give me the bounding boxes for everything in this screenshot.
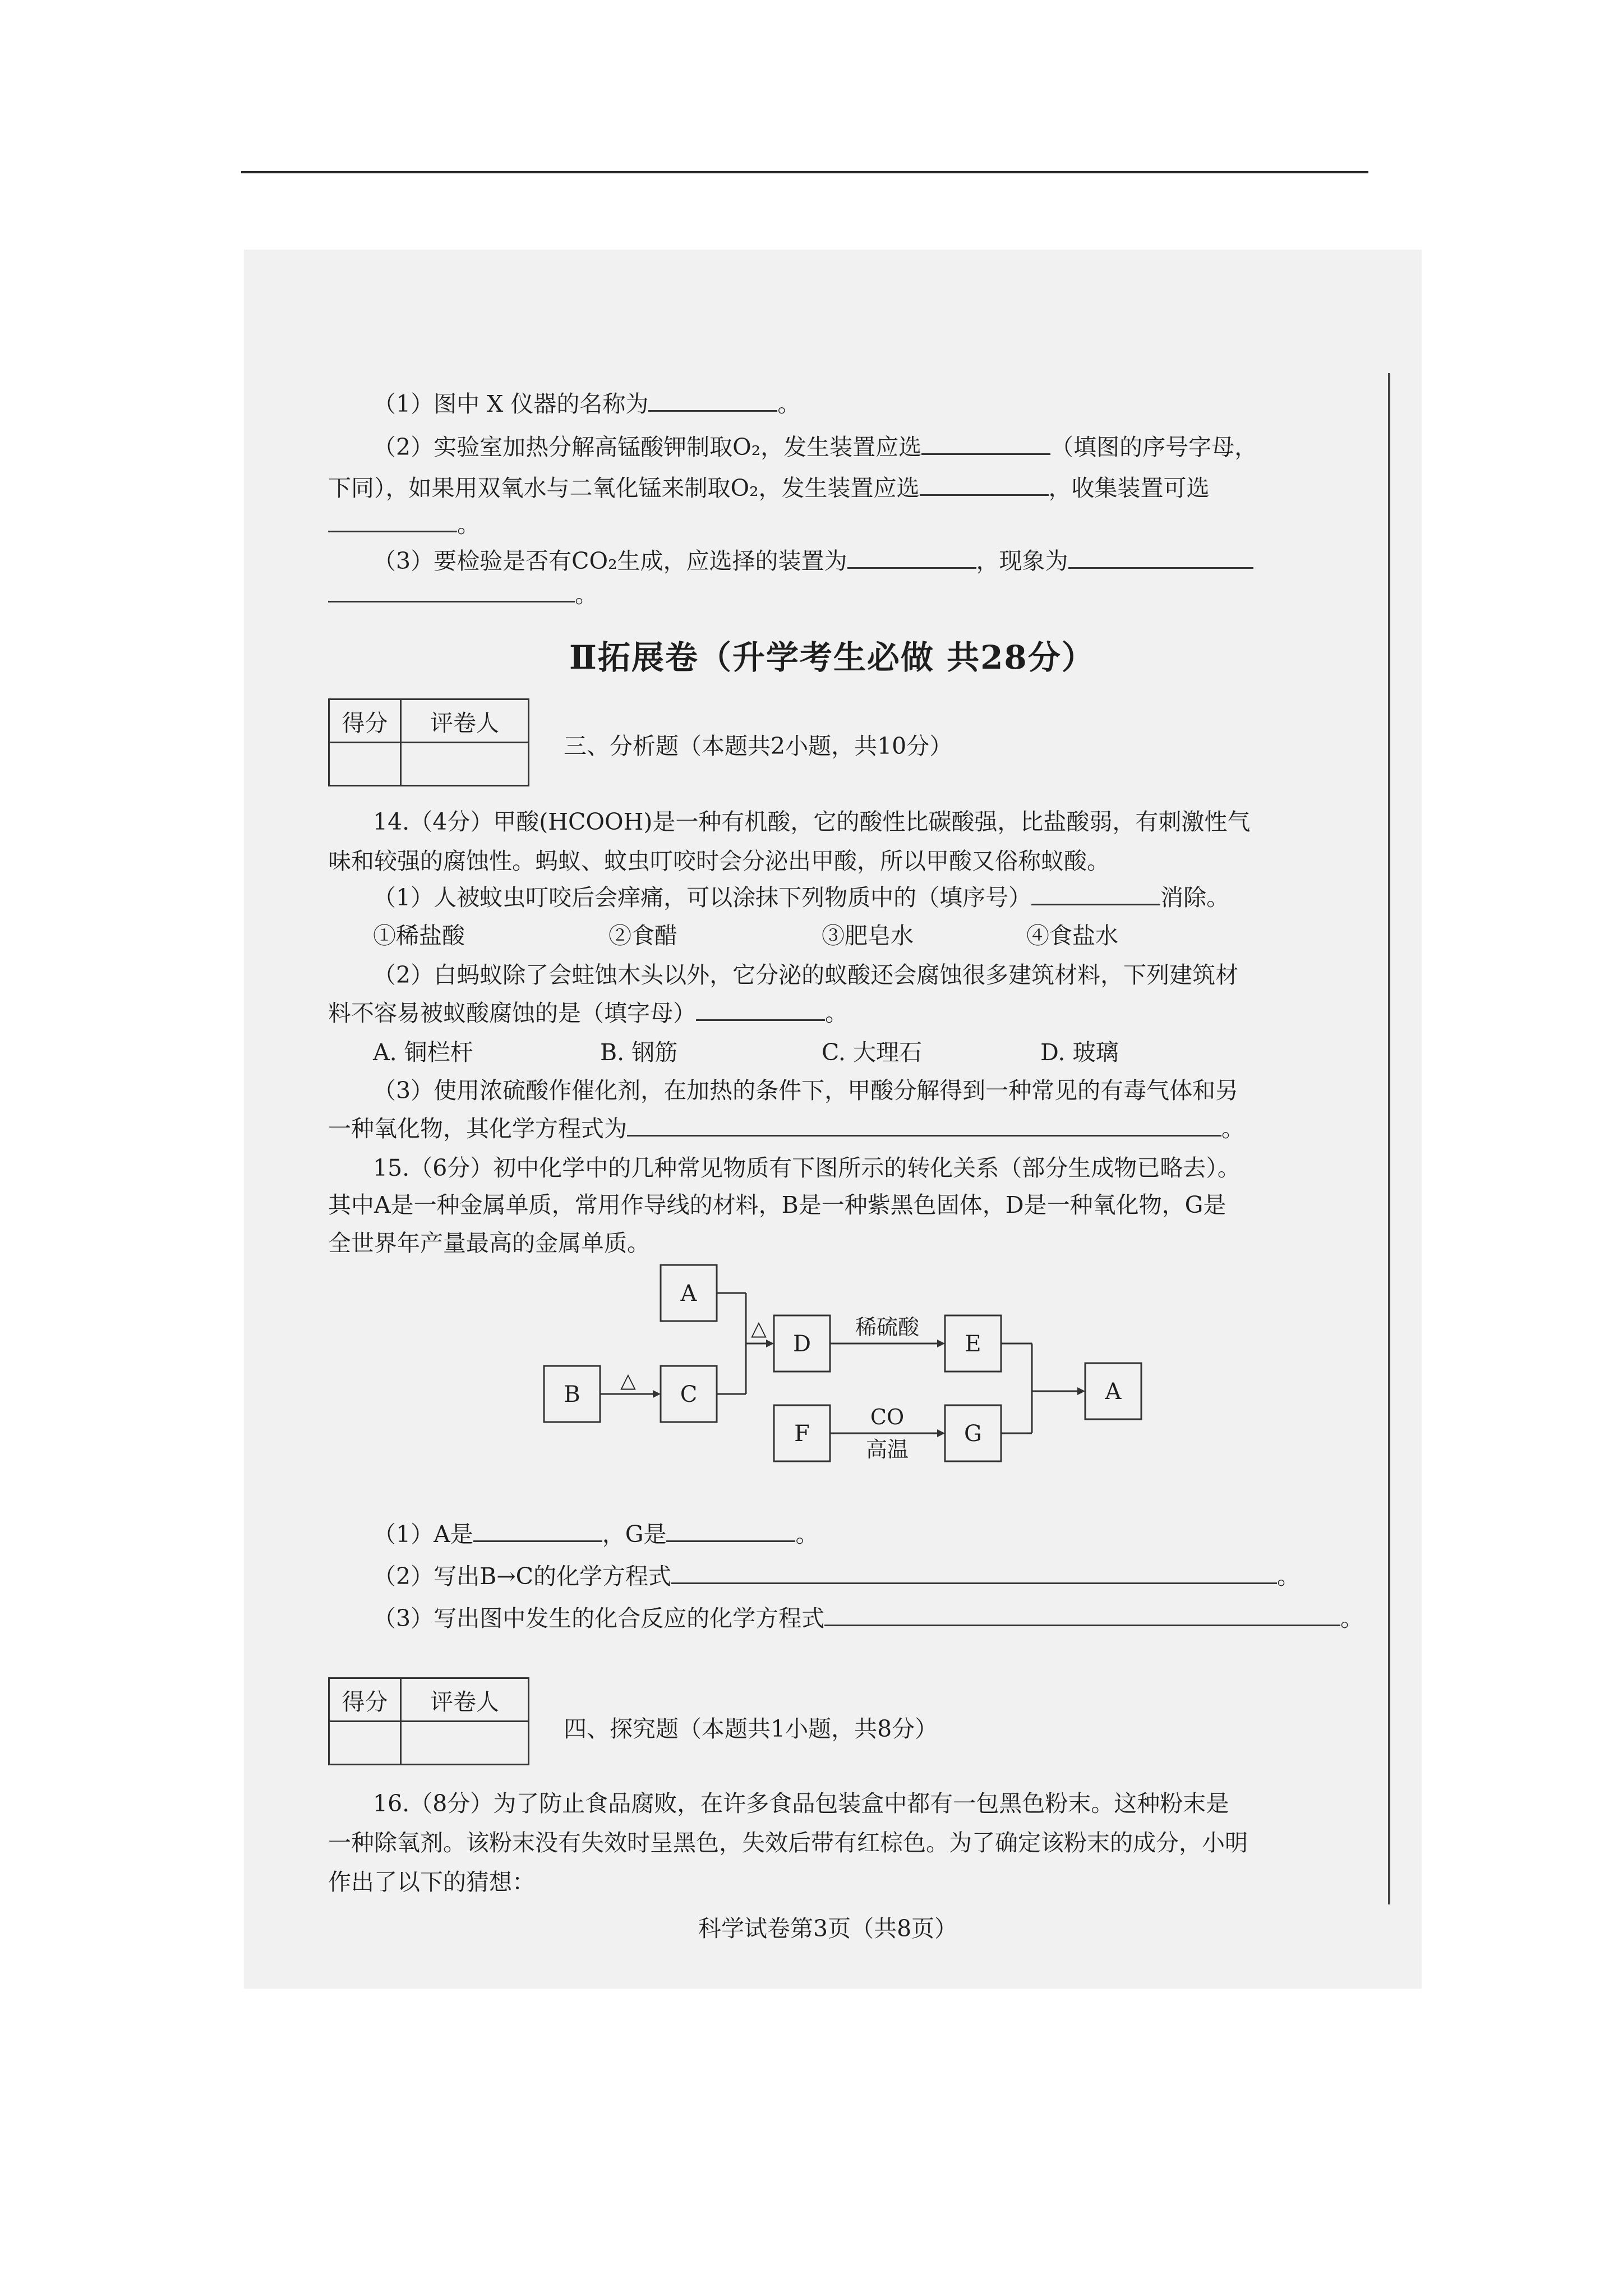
node-a-top-label: A — [680, 1281, 697, 1306]
q14-option-4: ④食盐水 — [1026, 922, 1118, 949]
q15-sub2: （2）写出B→C的化学方程式 。 — [373, 1559, 1300, 1593]
q13-part3a: （3）要检验是否有CO₂生成，应选择的装置为 ，现象为 — [373, 544, 1253, 578]
q14-choice-d: D. 玻璃 — [1040, 1039, 1119, 1066]
node-c-label: C — [680, 1382, 698, 1407]
node-g-label: G — [964, 1421, 982, 1447]
q15-line1: 15.（6分）初中化学中的几种常见物质有下图所示的转化关系（部分生成物已略去）。 — [373, 1154, 1241, 1181]
answer-blank[interactable] — [921, 431, 1050, 455]
score-label: 得分 — [329, 1678, 401, 1722]
arrowhead — [1077, 1387, 1085, 1395]
heat-symbol: △ — [751, 1317, 767, 1340]
q14-option-1: ①稀盐酸 — [373, 922, 465, 949]
q13-part1: （1）图中 X 仪器的名称为 。 — [373, 387, 800, 421]
q16-line3: 作出了以下的猜想： — [328, 1869, 535, 1895]
conversion-flow-diagram — [538, 1254, 1166, 1489]
q15-line3: 全世界年产量最高的金属单质。 — [328, 1230, 650, 1257]
answer-blank[interactable] — [824, 1602, 1340, 1626]
score-table — [328, 698, 529, 786]
answer-blank[interactable] — [1031, 881, 1160, 905]
arrowhead — [766, 1340, 774, 1347]
q14-line2: 味和较强的腐蚀性。蚂蚁、蚊虫叮咬时会分泌出甲酸，所以甲酸又俗称蚁酸。 — [328, 848, 1110, 875]
reagent-dilute-sulfuric-acid: 稀硫酸 — [855, 1315, 920, 1340]
part2-title: Ⅱ拓展卷（升学考生必做 共28分） — [569, 638, 1095, 677]
answer-blank[interactable] — [627, 1112, 1221, 1137]
reagent-co: CO — [870, 1405, 905, 1429]
q15-sub1: （1）A是 ，G是 。 — [373, 1517, 818, 1551]
score-table — [328, 1677, 529, 1765]
node-b-label: B — [564, 1382, 580, 1407]
answer-blank[interactable] — [328, 578, 575, 602]
q15-line2: 其中A是一种金属单质，常用作导线的材料，B是一种紫黑色固体，D是一种氧化物，G是 — [328, 1191, 1227, 1218]
right-border-line — [1388, 373, 1390, 1904]
condition-high-temperature: 高温 — [865, 1437, 909, 1462]
arrowhead — [937, 1340, 945, 1347]
answer-blank[interactable] — [1068, 545, 1253, 569]
answer-blank[interactable] — [666, 1518, 795, 1542]
node-d-label: D — [792, 1331, 811, 1357]
q14-choice-a: A. 铜栏杆 — [373, 1039, 473, 1066]
q16-line2: 一种除氧剂。该粉末没有失效时呈黑色，失效后带有红棕色。为了确定该粉末的成分，小明 — [328, 1829, 1248, 1856]
q14-sub2b: 料不容易被蚁酸腐蚀的是（填字母） 。 — [328, 996, 848, 1030]
section4-heading: 四、探究题（本题共1小题，共8分） — [564, 1715, 938, 1742]
node-e-label: E — [965, 1331, 981, 1357]
q14-sub3b: 一种氧化物，其化学方程式为 。 — [328, 1112, 1244, 1145]
arrowhead — [653, 1390, 661, 1398]
grader-label: 评卷人 — [401, 700, 529, 743]
score-cell[interactable] — [329, 743, 401, 786]
q14-choice-c: C. 大理石 — [822, 1039, 922, 1066]
q14-choice-b: B. 钢筋 — [600, 1039, 678, 1066]
q13-part2a: （2）实验室加热分解高锰酸钾制取O₂，发生装置应选 （填图的序号字母， — [373, 430, 1257, 464]
score-label: 得分 — [329, 700, 401, 743]
q13-part2c: 。 — [328, 508, 480, 541]
q13-part2b: 下同），如果用双氧水与二氧化锰来制取O₂，发生装置应选 ，收集装置可选 — [328, 471, 1210, 505]
q14-sub2a: （2）白蚂蚁除了会蛀蚀木头以外，它分泌的蚁酸还会腐蚀很多建筑材料，下列建筑材 — [373, 961, 1239, 988]
answer-blank[interactable] — [648, 388, 777, 412]
q13-part3b: 。 — [328, 578, 598, 611]
page-footer: 科学试卷第3页（共8页） — [698, 1915, 958, 1942]
answer-blank[interactable] — [473, 1518, 602, 1542]
grader-label: 评卷人 — [401, 1678, 529, 1722]
q15-sub3: （3）写出图中发生的化合反应的化学方程式 。 — [373, 1602, 1363, 1635]
q16-line1: 16.（8分）为了防止食品腐败，在许多食品包装盒中都有一包黑色粉末。这种粉末是 — [373, 1790, 1229, 1817]
q14-sub1: （1）人被蚊虫叮咬后会痒痛，可以涂抹下列物质中的（填序号） 消除。 — [373, 881, 1229, 914]
q14-option-3: ③肥皂水 — [822, 922, 914, 949]
q14-line1: 14.（4分）甲酸(HCOOH)是一种有机酸，它的酸性比碳酸强，比盐酸弱，有刺激性气 — [373, 808, 1251, 835]
q14-option-2: ②食醋 — [608, 922, 677, 949]
arrowhead — [937, 1429, 945, 1437]
node-a-right-label: A — [1105, 1379, 1122, 1405]
top-rule — [241, 171, 1368, 173]
q14-sub3a: （3）使用浓硫酸作催化剂，在加热的条件下，甲酸分解得到一种常见的有毒气体和另 — [373, 1077, 1239, 1104]
score-cell[interactable] — [329, 1722, 401, 1765]
section3-heading: 三、分析题（本题共2小题，共10分） — [564, 733, 953, 760]
answer-blank[interactable] — [847, 545, 976, 569]
grader-cell[interactable] — [401, 743, 529, 786]
heat-symbol: △ — [620, 1369, 636, 1392]
grader-cell[interactable] — [401, 1722, 529, 1765]
answer-blank[interactable] — [696, 997, 825, 1021]
answer-blank[interactable] — [671, 1560, 1277, 1584]
node-f-label: F — [794, 1421, 810, 1447]
answer-blank[interactable] — [328, 508, 457, 532]
answer-blank[interactable] — [920, 472, 1049, 496]
